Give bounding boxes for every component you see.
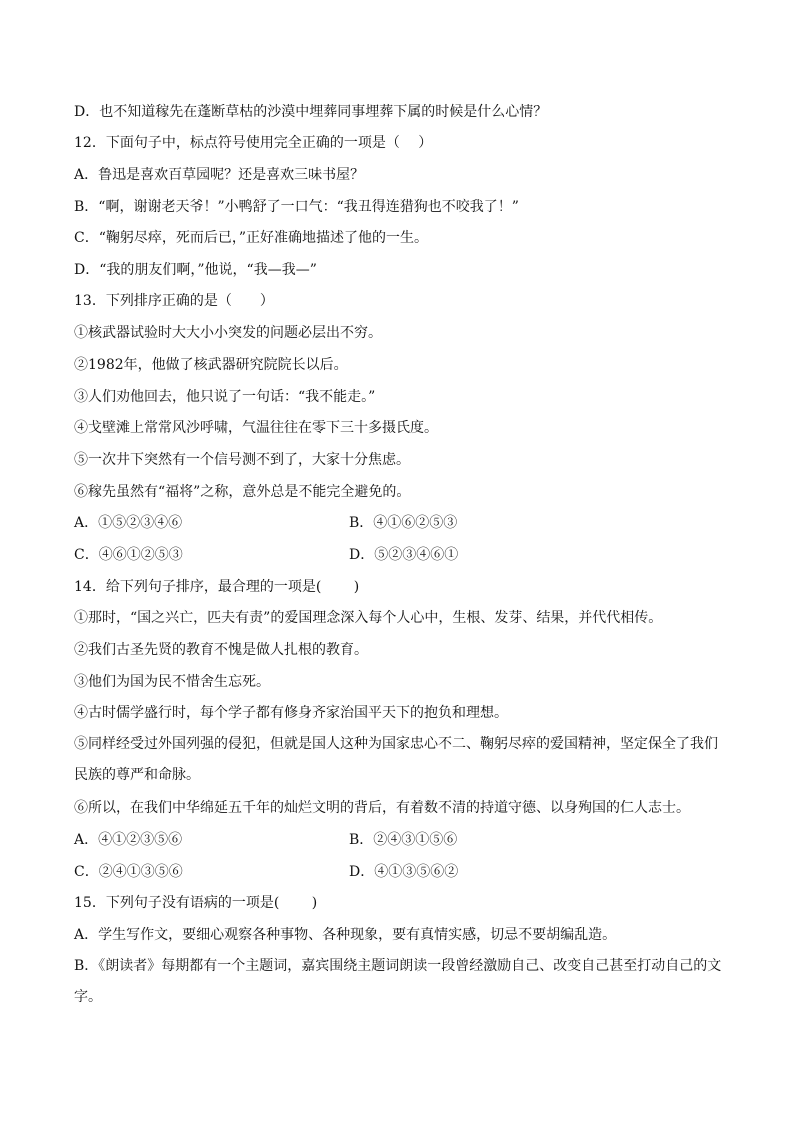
q14-item-6: ⑥所以，在我们中华绵延五千年的灿烂文明的背后，有着数不清的持道守德、以身殉国的仁人志士。 bbox=[74, 800, 690, 816]
q14-item-3: ③他们为国为民不惜舍生忘死。 bbox=[74, 674, 270, 690]
q13-option-a: A．①⑤②③④⑥ bbox=[74, 515, 183, 531]
q15-stem: 15．下列句子没有语病的一项是( ) bbox=[74, 895, 318, 911]
q14-item-2: ②我们古圣先贤的教育不愧是做人扎根的教育。 bbox=[74, 642, 368, 658]
q11-option-d: D．也不知道稼先在蓬断草枯的沙漠中埋葬同事埋葬下属的时候是什么心情？ bbox=[74, 104, 548, 120]
q13-stem: 13．下列排序正确的是（ ） bbox=[74, 293, 274, 309]
q14-option-d: D．④①③⑤⑥② bbox=[349, 864, 459, 880]
q14-option-c: C．②④①③⑤⑥ bbox=[74, 864, 183, 880]
q14-stem: 14．给下列句子排序，最合理的一项是( ) bbox=[74, 579, 360, 595]
q14-item-1: ①那时，“国之兴亡，匹夫有责”的爱国理念深入每个人心中，生根、发芽、结果，并代代相传。 bbox=[74, 610, 663, 626]
q13-item-5: ⑤一次井下突然有一个信号测不到了，大家十分焦虑。 bbox=[74, 452, 410, 468]
q13-item-2: ②1982年，他做了核武器研究院院长以后。 bbox=[74, 357, 348, 373]
q14-option-a: A．④①②③⑤⑥ bbox=[74, 832, 183, 848]
q14-option-b: B．②④③①⑤⑥ bbox=[349, 832, 458, 848]
q12-option-a: A．鲁迅是喜欢百草园呢？还是喜欢三味书屋？ bbox=[74, 167, 365, 183]
q12-option-d: D．“我的朋友们啊，”他说，“我—我—” bbox=[74, 262, 317, 278]
q13-item-3: ③人们劝他回去，他只说了一句话：“我不能走。” bbox=[74, 389, 376, 405]
q13-option-d: D．⑤②③④⑥① bbox=[349, 547, 459, 563]
q13-item-1: ①核武器试验时大大小小突发的问题必层出不穷。 bbox=[74, 325, 382, 341]
q14-item-4: ④古时儒学盛行时，每个学子都有修身齐家治国平天下的抱负和理想。 bbox=[74, 705, 508, 721]
q13-item-4: ④戈壁滩上常常风沙呼啸，气温往往在零下三十多摄氏度。 bbox=[74, 420, 438, 436]
q12-stem: 12．下面句子中，标点符号使用完全正确的一项是（ ） bbox=[74, 135, 433, 151]
q12-option-b: B．“啊，谢谢老天爷！”小鸭舒了一口气：“我丑得连猎狗也不咬我了！” bbox=[74, 199, 519, 215]
q13-item-6: ⑥稼先虽然有“福将”之称，意外总是不能完全避免的。 bbox=[74, 484, 411, 500]
q14-item-5: ⑤同样经受过外国列强的侵犯，但就是国人这种为国家忠心不二、鞠躬尽瘁的爱国精神，坚定保全了我们民族的尊严和命脉。 bbox=[74, 736, 718, 783]
q12-option-c: C．“鞠躬尽瘁，死而后已，”正好准确地描述了他的一生。 bbox=[74, 230, 429, 246]
q15-option-b: B．《朗读者》每期都有一个主题词，嘉宾围绕主题词朗读一段曾经激励自己、改变自己甚至打动自己的文字。 bbox=[74, 958, 722, 1005]
q15-option-a: A．学生写作文，要细心观察各种事物、各种现象，要有真情实感，切忌不要胡编乱造。 bbox=[74, 927, 617, 943]
q13-option-b: B．④①⑥②⑤③ bbox=[349, 515, 458, 531]
q13-option-c: C．④⑥①②⑤③ bbox=[74, 547, 183, 563]
